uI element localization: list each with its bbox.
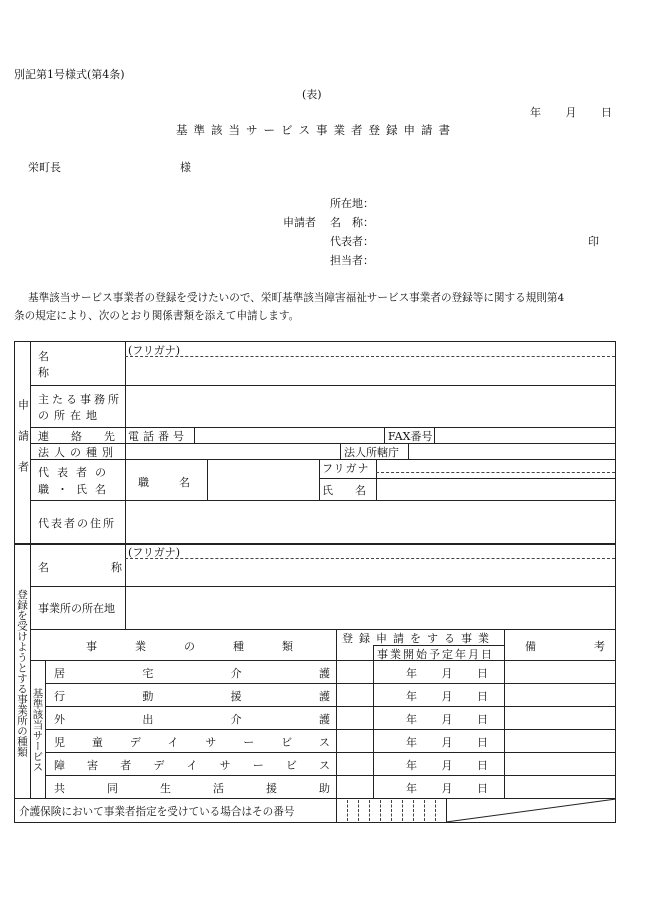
service-char: 援 bbox=[230, 690, 242, 703]
applicant-name-label: 名称 bbox=[38, 350, 111, 379]
form-number: 別記第1号様式(第4条) bbox=[14, 68, 125, 81]
service-char: 護 bbox=[318, 667, 330, 680]
service-char: 助 bbox=[319, 782, 330, 795]
month-label: 月 bbox=[565, 106, 577, 119]
service-char: 生 bbox=[160, 782, 171, 795]
day-label: 日 bbox=[601, 106, 612, 119]
date-row-5: 年 月 日 bbox=[406, 782, 488, 795]
service-char: ス bbox=[318, 736, 330, 749]
register-label: 登録申請をする事業 bbox=[342, 632, 495, 645]
applicant-label: 申請者 bbox=[283, 216, 316, 229]
rep-address-label: 代表者の住所 bbox=[38, 517, 116, 530]
office-furigana-label: (フリガナ) bbox=[128, 546, 181, 559]
service-char: サ bbox=[219, 759, 231, 772]
service-char: 同 bbox=[107, 782, 118, 795]
document-title: 基準該当サービス事業者登録申請書 bbox=[176, 123, 456, 137]
date-row-3: 年 月 日 bbox=[406, 736, 488, 749]
corp-gov-label: 法人所轄庁 bbox=[344, 446, 399, 459]
remarks-label: 備考 bbox=[525, 640, 663, 653]
body-line-1: 基準該当サービス事業者の登録を受けたいので、栄町基準該当障害福祉サービス事業者の登録等に関する規則第4 bbox=[28, 292, 565, 304]
service-char: デ bbox=[129, 736, 141, 749]
office-name-label: 名称 bbox=[38, 561, 184, 574]
contact-label: 連絡先 bbox=[38, 430, 137, 443]
service-label-0 bbox=[54, 665, 330, 681]
date-row-2: 年 月 日 bbox=[406, 713, 488, 726]
addressee: 栄町長 bbox=[28, 161, 61, 174]
service-label-2 bbox=[54, 711, 330, 727]
body-line-2: 条の規定により、次のとおり関係書類を添えて申請します。 bbox=[14, 310, 300, 322]
service-group-label: 基準該当サービス bbox=[31, 688, 44, 772]
service-label-3 bbox=[54, 734, 330, 750]
service-char: デ bbox=[153, 759, 165, 772]
honorific: 様 bbox=[180, 161, 191, 174]
service-char: 護 bbox=[318, 690, 330, 703]
service-char: 介 bbox=[230, 667, 242, 680]
service-char: 活 bbox=[213, 782, 224, 795]
service-char: 児 bbox=[54, 736, 65, 749]
main-office-line1: 主たる事務所 bbox=[38, 393, 122, 406]
service-label-4 bbox=[54, 757, 330, 773]
fax-label: FAX番号 bbox=[388, 430, 433, 443]
service-char: 出 bbox=[142, 713, 154, 726]
service-char: 護 bbox=[318, 713, 330, 726]
main-office-line2: の所在地 bbox=[38, 409, 102, 422]
service-char: 害 bbox=[87, 759, 99, 772]
service-char: ス bbox=[319, 759, 330, 772]
service-char: 者 bbox=[120, 759, 132, 772]
service-char: 共 bbox=[54, 782, 65, 795]
applicant-contact: 担当者： bbox=[330, 254, 374, 267]
office-address-label: 事業所の所在地 bbox=[38, 602, 115, 615]
service-char: サ bbox=[205, 736, 217, 749]
year-label: 年 bbox=[530, 106, 541, 119]
position-label: 職名 bbox=[138, 476, 220, 489]
corp-type-label: 法人の種別 bbox=[38, 446, 118, 459]
service-char: ビ bbox=[285, 759, 297, 772]
seal-mark: 印 bbox=[588, 235, 599, 248]
biz-type-label: 事業の種類 bbox=[86, 640, 331, 653]
rep-title-line2: 職・氏名 bbox=[38, 483, 114, 496]
applicant-side-label: 申請者 bbox=[16, 398, 30, 492]
service-char: 宅 bbox=[142, 667, 154, 680]
date-row-0: 年 月 日 bbox=[406, 667, 488, 680]
applicant-name: 名 称： bbox=[330, 216, 374, 229]
service-char: 童 bbox=[91, 736, 103, 749]
start-date-label: 事業開始予定年月日 bbox=[377, 648, 494, 661]
furigana-label: (フリガナ) bbox=[128, 344, 181, 357]
service-char: ー bbox=[243, 736, 255, 749]
service-char: 援 bbox=[266, 782, 277, 795]
date-row-4: 年 月 日 bbox=[406, 759, 488, 772]
date-line bbox=[530, 104, 612, 120]
furigana-small-label: フリガナ bbox=[322, 462, 370, 475]
service-char: 居 bbox=[54, 667, 65, 680]
service-char: 外 bbox=[54, 713, 65, 726]
rep-title-line1: 代表者の bbox=[38, 466, 114, 479]
insurance-label: 介護保険において事業者指定を受けている場合はその番号 bbox=[19, 806, 295, 818]
service-char: 行 bbox=[54, 690, 65, 703]
person-name-label: 氏名 bbox=[322, 484, 388, 497]
applicant-address: 所在地： bbox=[330, 197, 374, 210]
service-char: 障 bbox=[54, 759, 65, 772]
service-label-5 bbox=[54, 780, 330, 796]
service-char: ー bbox=[252, 759, 264, 772]
service-char: ビ bbox=[281, 736, 293, 749]
front-label: (表) bbox=[302, 88, 322, 101]
applicant-rep: 代表者： bbox=[330, 235, 374, 248]
office-side-label: 登録を受けようとする事業所の種類 bbox=[16, 588, 28, 757]
service-char: イ bbox=[186, 759, 198, 772]
service-label-1 bbox=[54, 688, 330, 704]
service-char: イ bbox=[167, 736, 179, 749]
diagonal-strike bbox=[446, 799, 616, 823]
phone-label: 電話番号 bbox=[128, 430, 188, 443]
service-char: 介 bbox=[230, 713, 242, 726]
date-row-1: 年 月 日 bbox=[406, 690, 488, 703]
service-char: 動 bbox=[142, 690, 154, 703]
